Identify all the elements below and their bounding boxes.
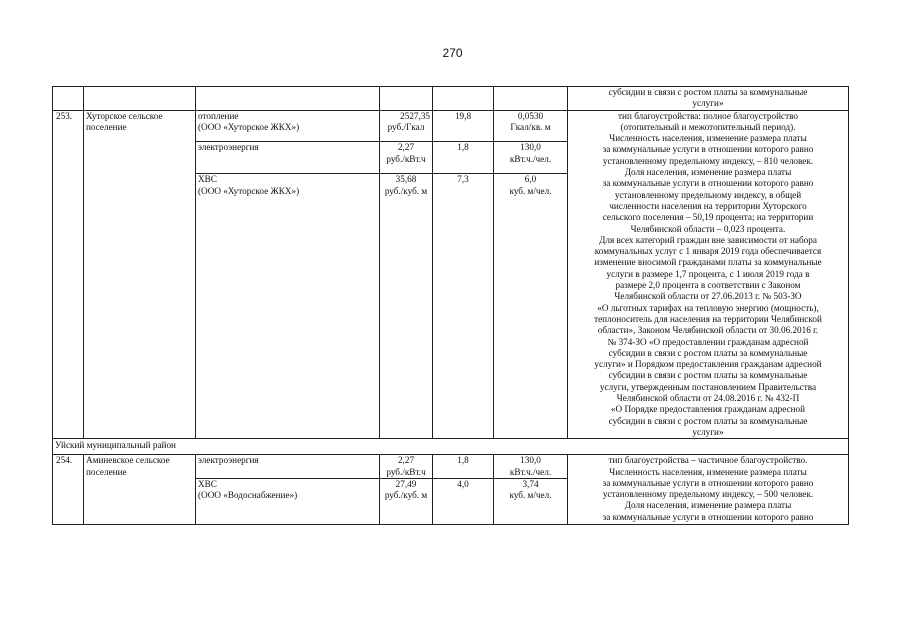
description-line: установленному предельному индексу, – 500 человек. [602,489,814,500]
norm-cell [494,455,568,479]
tariff-unit: руб./куб. м [384,185,428,196]
growth-value: 1,8 [433,455,494,479]
tariff-value: 2,27 [397,455,415,466]
continuation-row [53,87,849,111]
description-line: услуги, утвержденным постановлением Правительства [599,381,817,392]
description-line: Численность населения, изменение размера платы [609,466,807,477]
norm-value: 6,0 [524,174,537,185]
norm-unit: куб. м/чел. [509,490,552,501]
norm-value: 130,0 [520,455,541,466]
description-line: за коммунальные услуги в отношении которого равно [602,144,814,155]
description-line: установленному предельному индексу, – 810 человек. [602,155,814,166]
description-line: численности населения на территории Хуторского [609,200,807,211]
description-line: Численность населения, изменение размера платы [609,133,807,144]
description-line: «О Порядке предоставления гражданам адресной [610,404,806,415]
description-253 [568,110,849,439]
service-cell [196,455,380,479]
growth-value: 4,0 [433,478,494,524]
description-line: Доля населения, изменение размера платы [624,500,792,511]
description-line: услуги в размере 1,7 процента, с 1 июля 2019 года в [606,268,810,279]
continuation-description [568,87,849,111]
description-line: Доля населения, изменение размера платы [624,167,792,178]
tariff-unit: руб./кВт.ч [386,466,426,477]
norm-value: 130,0 [520,142,541,153]
description-line: области», Законом Челябинской области от 30.06.2016 г. [597,325,819,336]
service-cell [196,142,380,174]
service-name: ХВС [198,174,217,185]
service-name: отопление [198,110,239,121]
norm-unit: Гкал/кв. м [510,121,551,132]
growth-value: 19,8 [433,110,494,142]
description-line: услуги» [692,98,724,109]
description-254 [568,455,849,525]
service-provider: (ООО «Водоснабжение») [198,490,298,501]
norm-value: 3,74 [522,478,539,489]
tariff-cell [380,142,433,174]
norm-cell [494,478,568,524]
norm-cell [494,110,568,142]
row-number: 254. [53,455,84,525]
tariff-table [52,86,848,525]
norm-unit: кВт.ч./чел. [509,466,552,477]
row-number: 253. [53,110,84,439]
description-line: услуги» [692,426,724,437]
service-provider: (ООО «Хуторское ЖКХ») [198,121,300,132]
description-line: субсидии в связи с ростом платы за коммунальные [608,415,808,426]
service-name: электроэнергия [198,455,259,466]
tariff-cell [380,455,433,479]
description-line: установленному предельному индексу, в общей [614,189,802,200]
description-line: субсидии в связи с ростом платы за коммунальные [608,87,808,97]
description-line: Челябинской области от 24.08.2016 г. № 432-П [616,393,800,404]
tariff-value: 2527,35 [400,110,430,121]
service-cell [196,174,380,439]
service-cell [196,478,380,524]
table-row-253 [53,110,849,142]
settlement-name: Аминевское сельское поселение [84,455,196,525]
description-line: теплоноситель для населения на территории Челябинской [594,313,822,324]
description-line: Для всех категорий граждан вне зависимости от набора [599,234,817,245]
tariff-unit: руб./куб. м [384,490,428,501]
norm-unit: кВт.ч./чел. [509,153,552,164]
description-line: Челябинской области от 27.06.2013 г. № 503-ЗО [614,291,802,302]
tariff-value: 35,68 [395,174,417,185]
service-cell [196,110,380,142]
norm-value: 0,0530 [517,110,544,121]
description-line: субсидии в связи с ростом платы за коммунальные [608,347,808,358]
norm-unit: куб. м/чел. [509,185,552,196]
settlement-name: Хуторское сельское поселение [84,110,196,439]
region-name: Уйский муниципальный район [53,439,849,455]
description-line: коммунальных услуг с 1 января 2019 года обеспечивается [594,246,822,257]
norm-cell [494,142,568,174]
description-line: размере 2,0 процента в соответствии с Законом [615,280,801,291]
tariff-cell [380,110,433,142]
description-line: тип благоустройства: полное благоустройство [618,110,798,121]
description-line: Челябинской области – 0,023 процента. [630,223,786,234]
description-line: тип благоустройства – частичное благоустройство. [608,455,808,466]
tariff-unit: руб./Гкал [387,121,425,132]
service-provider: (ООО «Хуторское ЖКХ») [198,185,300,196]
description-line: за коммунальные услуги в отношении которого равно [602,511,814,522]
description-line: изменение вносимой гражданами платы за коммунальные [594,257,822,268]
description-line: за коммунальные услуги в отношении которого равно [602,477,814,488]
tariff-value: 27,49 [395,478,417,489]
service-name: электроэнергия [198,142,259,153]
description-line: «О льготных тарифах на тепловую энергию (мощность), [597,302,819,313]
description-line: (отопительный и межотопительный период). [620,121,796,132]
description-line: № 374-ЗО «О предоставлении гражданам адресной [607,336,809,347]
growth-value: 1,8 [433,142,494,174]
description-line: сельского поселения – 50,19 процента; на территории [602,212,814,223]
norm-cell [494,174,568,439]
table-row-254 [53,455,849,479]
growth-value: 7,3 [433,174,494,439]
page-number: 270 [442,46,463,60]
description-line: за коммунальные услуги в отношении которого равно [602,178,814,189]
description-line: субсидии в связи с ростом платы за коммунальные [608,370,808,381]
description-line: услуги» и Порядком предоставления гражданам адресной [594,359,822,370]
tariff-value: 2,27 [397,142,415,153]
tariff-unit: руб./кВт.ч [386,153,426,164]
tariff-cell [380,174,433,439]
region-row [53,439,849,455]
tariff-cell [380,478,433,524]
service-name: ХВС [198,478,217,489]
